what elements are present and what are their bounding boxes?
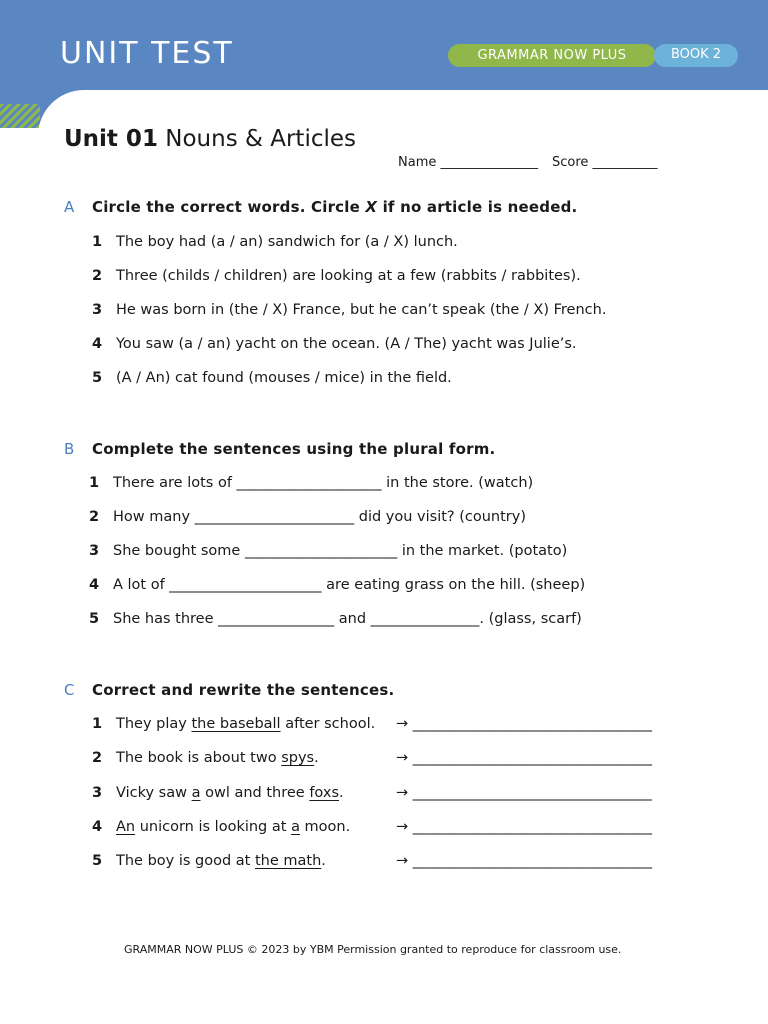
section-a-heading	[64, 198, 577, 216]
list-item	[92, 268, 581, 284]
item-number: 4	[92, 336, 103, 352]
item-text: He was born in (the / X) France, but he can’t speak (the / X) French.	[116, 302, 607, 318]
list-item	[92, 370, 452, 386]
list-item	[89, 577, 585, 593]
name-field[interactable]: Name _______________	[398, 155, 538, 170]
list-item	[92, 785, 344, 801]
underlined-error: the baseball	[191, 716, 281, 732]
item-number: 2	[92, 268, 103, 284]
answer-line[interactable]: → _________________________________	[396, 716, 653, 732]
list-item	[89, 611, 582, 627]
section-a-instruction-post: if no article is needed.	[377, 198, 578, 216]
underlined-error: An	[116, 819, 136, 835]
item-number: 1	[89, 475, 100, 491]
list-item	[89, 475, 533, 491]
item-text: You saw (a / an) yacht on the ocean. (A / The) yacht was Julie’s.	[116, 336, 577, 352]
section-b-heading	[64, 440, 495, 458]
item-text-b: after school.	[280, 716, 376, 732]
item-number: 2	[92, 750, 103, 766]
name-score-fields	[398, 155, 658, 170]
item-number: 2	[89, 509, 100, 525]
item-number: 3	[92, 785, 103, 801]
list-item	[92, 853, 326, 869]
list-item	[89, 509, 526, 525]
item-text-b: owl and three	[200, 785, 310, 801]
page-title	[64, 126, 356, 152]
item-text: How many ______________________ did you visit? (country)	[113, 509, 526, 525]
list-item	[92, 819, 350, 835]
underlined-error: foxs	[309, 785, 339, 801]
item-text-a: The book is about two	[116, 750, 282, 766]
answer-line[interactable]: → _________________________________	[396, 819, 653, 835]
item-text: Three (childs / children) are looking at a few (rabbits / rabbites).	[116, 268, 581, 284]
item-text-c: moon.	[299, 819, 351, 835]
item-text: She bought some _____________________ in the market. (potato)	[113, 543, 568, 559]
item-text: The boy had (a / an) sandwich for (a / X) lunch.	[116, 234, 458, 250]
list-item	[92, 750, 319, 766]
item-number: 3	[92, 302, 103, 318]
item-text-a: The boy is good at	[116, 853, 255, 869]
item-text: A lot of _____________________ are eating grass on the hill. (sheep)	[113, 577, 586, 593]
footer-copyright: GRAMMAR NOW PLUS © 2023 by YBM Permission granted to reproduce for classroom use.	[124, 943, 622, 956]
section-c-heading	[64, 681, 394, 699]
item-text: She has three ________________ and _______________. (glass, scarf)	[113, 611, 582, 627]
unit-number: Unit 01	[64, 126, 158, 152]
underlined-error: the math	[254, 853, 322, 869]
item-text-a: They play	[116, 716, 192, 732]
item-number: 5	[89, 611, 100, 627]
item-number: 3	[89, 543, 100, 559]
item-text-a: Vicky saw	[116, 785, 192, 801]
item-text-b: .	[321, 853, 326, 869]
series-badge: GRAMMAR NOW PLUS	[448, 44, 656, 67]
score-field[interactable]: Score __________	[552, 155, 658, 170]
answer-line[interactable]: → _________________________________	[396, 750, 653, 766]
item-text-b: .	[314, 750, 319, 766]
underlined-error: a	[191, 785, 201, 801]
item-text-c: .	[339, 785, 344, 801]
section-a-instruction-x: X	[365, 198, 378, 216]
item-number: 5	[92, 853, 103, 869]
section-a-instruction-pre: Circle the correct words. Circle	[92, 198, 366, 216]
section-b-instruction: Complete the sentences using the plural form.	[92, 440, 496, 458]
item-number: 4	[89, 577, 100, 593]
underlined-error: a	[291, 819, 300, 835]
unit-test-title: UNIT TEST	[60, 36, 234, 71]
list-item	[92, 234, 458, 250]
list-item	[92, 302, 606, 318]
unit-name: Nouns & Articles	[165, 126, 357, 152]
item-text: (A / An) cat found (mouses / mice) in the field.	[116, 370, 452, 386]
item-number: 1	[92, 716, 103, 732]
item-text-b: unicorn is looking at	[135, 819, 292, 835]
section-c-letter: C	[64, 681, 75, 699]
answer-line[interactable]: → _________________________________	[396, 785, 653, 801]
item-number: 4	[92, 819, 103, 835]
underlined-error: spys	[281, 750, 315, 766]
item-number: 1	[92, 234, 103, 250]
section-b-letter: B	[64, 440, 75, 458]
answer-line[interactable]: → _________________________________	[396, 853, 653, 869]
list-item	[92, 716, 375, 732]
decorative-stripe	[0, 104, 40, 128]
section-c-instruction: Correct and rewrite the sentences.	[92, 681, 395, 699]
book-badge: BOOK 2	[654, 44, 738, 67]
list-item	[92, 336, 577, 352]
list-item	[89, 543, 567, 559]
section-a-letter: A	[64, 198, 75, 216]
item-text: There are lots of ____________________ in the store. (watch)	[113, 475, 534, 491]
item-number: 5	[92, 370, 103, 386]
